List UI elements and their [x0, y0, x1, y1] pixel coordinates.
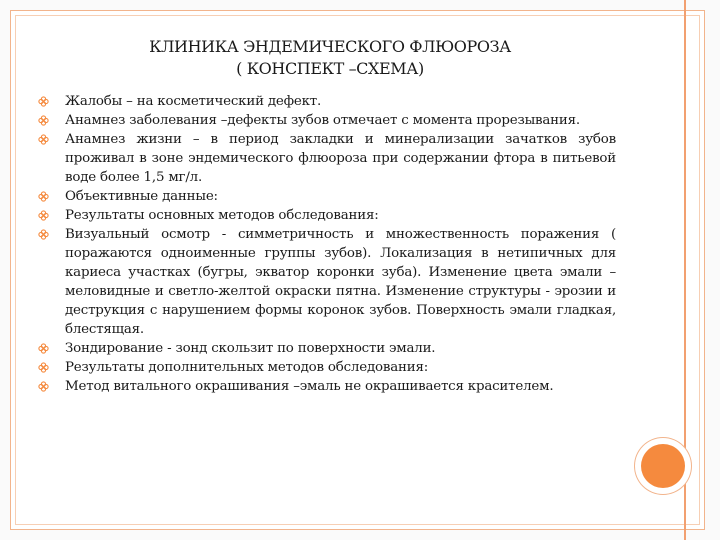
list-item	[36, 339, 616, 358]
flower-bullet-icon	[38, 191, 49, 202]
flower-bullet-icon	[38, 134, 49, 145]
flower-bullet-icon	[38, 343, 49, 354]
flower-bullet-icon	[38, 229, 49, 240]
list-item	[36, 358, 616, 377]
list-item-text: Зондирование - зонд скользит по поверхности эмали.	[65, 341, 436, 356]
flower-bullet-icon	[38, 210, 49, 221]
list-item-text: Результаты дополнительных методов обследования:	[65, 360, 429, 375]
slide-title-line1: КЛИНИКА ЭНДЕМИЧЕСКОГО ФЛЮОРОЗА	[149, 37, 511, 56]
decorative-circle	[641, 444, 685, 488]
list-item-text: Результаты основных методов обследования:	[65, 208, 379, 223]
flower-bullet-icon	[38, 381, 49, 392]
flower-bullet-icon	[38, 362, 49, 373]
list-item	[36, 377, 616, 396]
list-item	[36, 187, 616, 206]
right-accent-line	[684, 0, 686, 540]
list-item	[36, 206, 616, 225]
list-item	[36, 92, 616, 111]
list-item-text: Объективные данные:	[65, 189, 218, 204]
list-item-text: Анамнез жизни – в период закладки и минерализации зачатков зубов проживал в зоне эндемического флюороза при содержании фтора в питьевой воде более 1,5 мг/л.	[65, 132, 616, 185]
list-item-text: Визуальный осмотр - симметричность и множественность поражения ( поражаются одноименные группы зубов). Локализация в нетипичных для кариеса участках (бугры, экватор коронки зуба). Изменение цвета эмали – меловидные и светло-желтой окраски пятна. Изменение структуры - эрозии и деструкция с нарушением формы коронок зубов. Поверхность эмали гладкая, блестящая.	[65, 227, 616, 337]
flower-bullet-icon	[38, 115, 49, 126]
list-item-text: Анамнез заболевания –дефекты зубов отмечает с момента прорезывания.	[65, 113, 580, 128]
flower-bullet-icon	[38, 96, 49, 107]
list-item	[36, 111, 616, 130]
bullet-list	[36, 92, 616, 396]
list-item-text: Жалобы – на косметический дефект.	[65, 94, 322, 109]
slide-title-line2: ( КОНСПЕКТ –СХЕМА)	[236, 59, 424, 78]
list-item-text: Метод витального окрашивания –эмаль не окрашивается красителем.	[65, 379, 554, 394]
list-item	[36, 225, 616, 339]
list-item	[36, 130, 616, 187]
